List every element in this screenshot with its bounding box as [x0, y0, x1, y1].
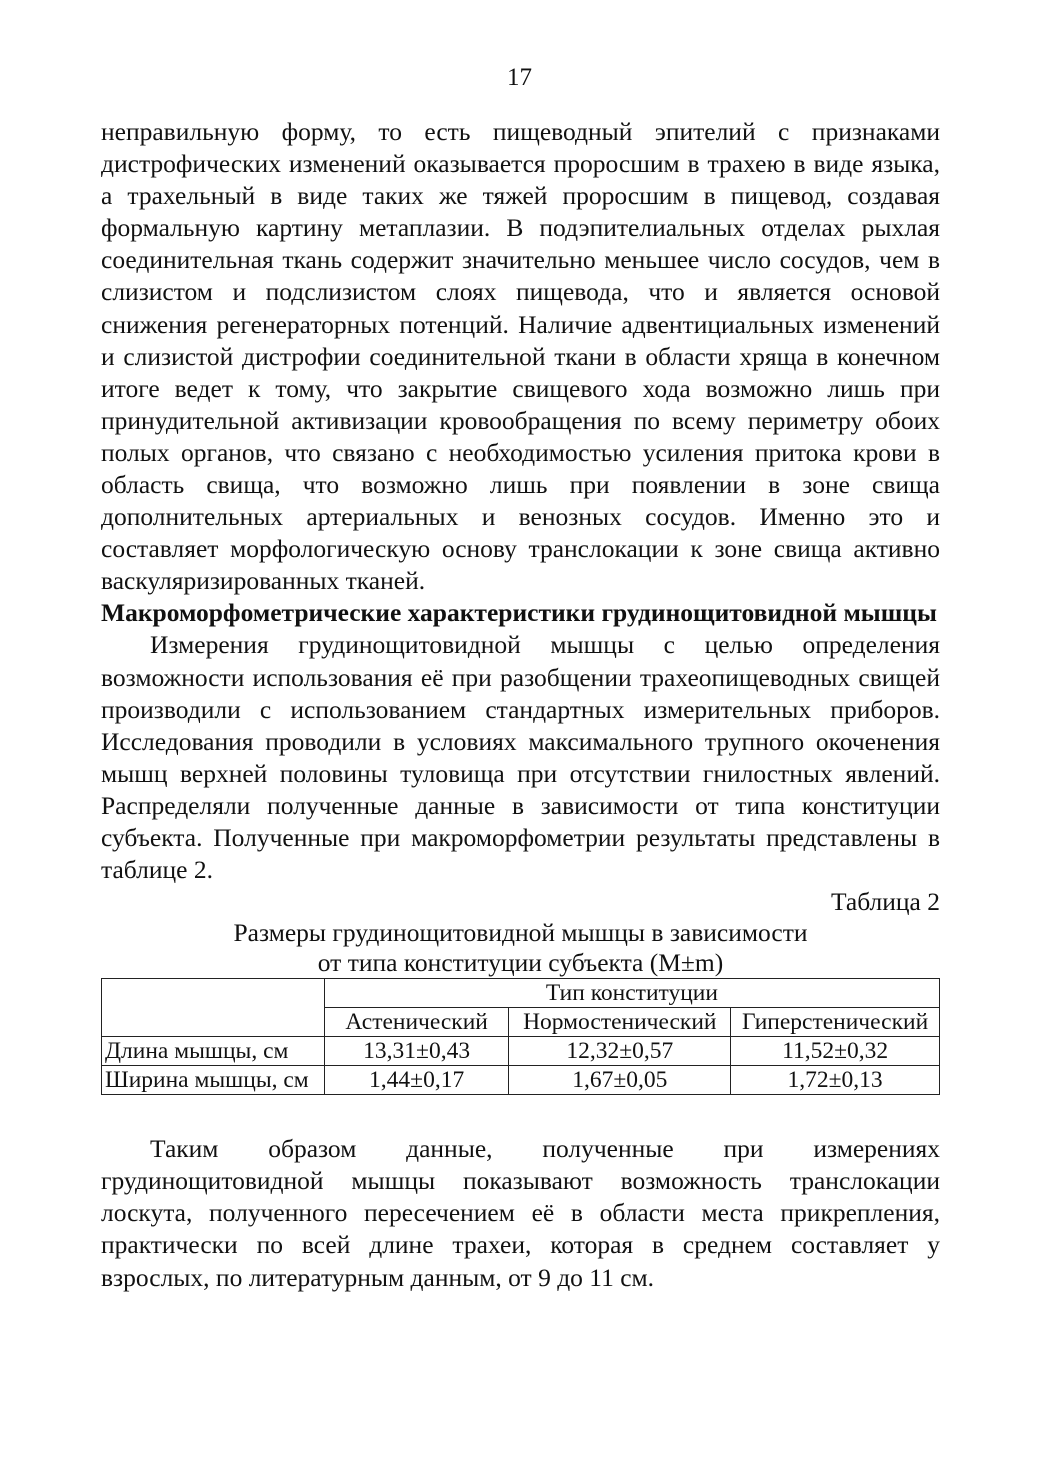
table-caption-line-1: Размеры грудинощитовидной мышцы в зависимости: [233, 918, 808, 948]
cell-width-normosthenic: 1,67±0,05: [509, 1066, 731, 1095]
table-caption-line-2: от типа конституции субъекта (M±m): [317, 948, 724, 978]
row-label-width: Ширина мышцы, см: [102, 1066, 325, 1095]
row-label-length: Длина мышцы, см: [102, 1037, 325, 1066]
paragraph-measurements: Измерения грудинощитовидной мышцы с целью определения возможности использования её при разобщении трахеопищеводных свищей производили с использованием стандартных измерительных приборов. Исследования проводили в условиях максимального трупного окоченения мышц верхней половины туловища при отсутствии гнилостных явлений. Распределяли полученные данные в зависимости от типа конституции субъекта. Полученные при макроморфометрии результаты представлены в таблице 2.: [101, 630, 940, 885]
table-corner-cell: [102, 979, 325, 1037]
text-column: [101, 116, 940, 1294]
cell-length-hypersthenic: 11,52±0,32: [731, 1037, 940, 1066]
column-header-hypersthenic: Гиперстенический: [731, 1008, 940, 1037]
column-header-normosthenic: Нормостенический: [509, 1008, 731, 1037]
cell-width-hypersthenic: 1,72±0,13: [731, 1066, 940, 1095]
table-row: [102, 1037, 940, 1066]
cell-width-asthenic: 1,44±0,17: [324, 1066, 509, 1095]
table-header-row-group: [102, 979, 940, 1008]
column-header-asthenic: Астенический: [324, 1008, 509, 1037]
muscle-size-table: [101, 978, 940, 1095]
cell-length-asthenic: 13,31±0,43: [324, 1037, 509, 1066]
cell-length-normosthenic: 12,32±0,57: [509, 1037, 731, 1066]
paragraph-metaplasia: неправильную форму, то есть пищеводный эпителий с признаками дистрофических изменений оказывается проросшим в трахею в виде языка, а трахельный в виде таких же тяжей проросшим в пищевод, создавая формальную картину метаплазии. В подэпителиальных отделах рыхлая соединительная ткань содержит значительно меньшее число сосудов, чем в слизистом и подслизистом слоях пищевода, что и является основой снижения регенераторных потенций. Наличие адвентициальных изменений и слизистой дистрофии соединительной ткани в области хряща в конечном итоге ведет к тому, что закрытие свищевого хода возможно лишь при принудительной активизации кровообращения по всему периметру обоих полых органов, что связано с необходимостью усиления притока крови в область свища, что возможно лишь при появлении в зоне свища дополнительных артериальных и венозных сосудов. Именно это и составляет морфологическую основу транслокации к зоне свища активно васкуляризированных тканей.: [101, 117, 940, 596]
table-row: [102, 1066, 940, 1095]
paragraph-conclusion: Таким образом данные, полученные при измерениях грудинощитовидной мышцы показывают возможность транслокации лоскута, полученного пересечением её в области места прикрепления, практически по всей длине трахеи, которая в среднем составляет у взрослых, по литературным данным, от 9 до 11 см.: [101, 1134, 940, 1292]
table-label: Таблица 2: [830, 887, 940, 917]
section-heading: Макроморфометрические характеристики грудинощитовидной мышцы: [101, 598, 937, 628]
constitution-type-header: Тип конституции: [324, 979, 939, 1008]
page-number: 17: [507, 64, 532, 91]
spacer: [101, 1095, 940, 1133]
